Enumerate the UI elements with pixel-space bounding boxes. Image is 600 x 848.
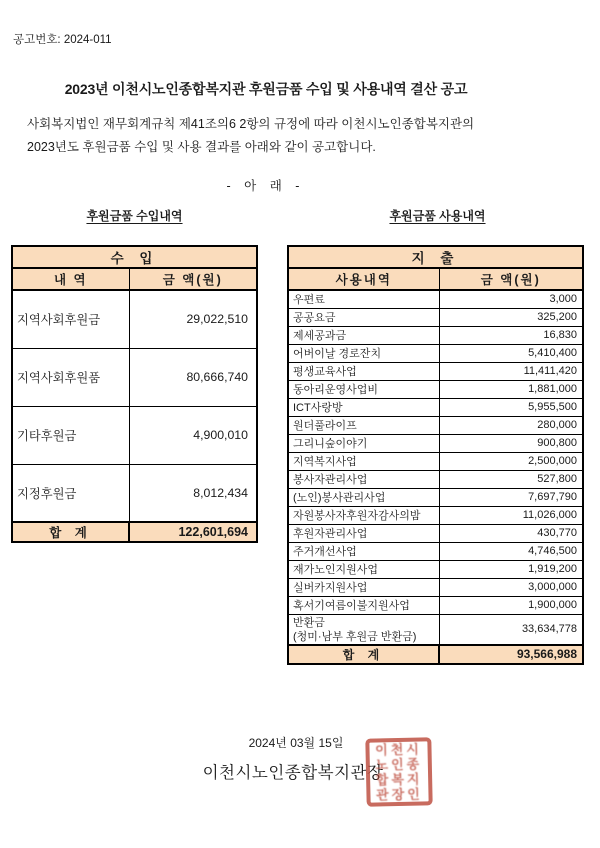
amount-cell: 2,500,000: [439, 452, 583, 470]
amount-cell: 5,410,400: [439, 344, 583, 362]
amount-cell: 29,022,510: [129, 290, 257, 348]
item-cell: 동아리운영사업비: [288, 380, 439, 398]
doc-number: 공고번호: 2024-011: [13, 34, 112, 46]
income-column-header-row: [12, 268, 257, 290]
item-cell: 그리니숲이야기: [288, 434, 439, 452]
item-cell: 지역복지사업: [288, 452, 439, 470]
table-row: [288, 524, 583, 542]
item-cell: 원더풀라이프: [288, 416, 439, 434]
item-cell: 혹서기여름이불지원사업: [288, 596, 439, 614]
official-seal-stamp: [365, 737, 432, 806]
table-row: [288, 560, 583, 578]
item-cell: 평생교육사업: [288, 362, 439, 380]
expense-total-row: [288, 645, 583, 664]
item-cell: (노인)봉사관리사업: [288, 488, 439, 506]
signature-title: 이천시노인종합복지관장: [202, 764, 384, 782]
income-total-row: [12, 522, 257, 542]
item-cell: 지정후원금: [12, 464, 129, 522]
income-section-title: 후원금품 수입내역: [86, 209, 183, 223]
table-row: [12, 290, 257, 348]
amount-cell: 11,411,420: [439, 362, 583, 380]
table-row: [288, 488, 583, 506]
total-amount-cell: 93,566,988: [439, 645, 583, 664]
amount-cell: 8,012,434: [129, 464, 257, 522]
amount-cell: 3,000,000: [439, 578, 583, 596]
total-amount-cell: 122,601,694: [129, 522, 257, 542]
table-row: [288, 470, 583, 488]
table-row: [12, 348, 257, 406]
body-text-line-1: 사회복지법인 재무회계규칙 제41조의6 2항의 규정에 따라 이천시노인종합복지관의: [27, 117, 475, 131]
item-cell: ICT사랑방: [288, 398, 439, 416]
table-row: [12, 406, 257, 464]
total-label-cell: 합 계: [12, 522, 129, 542]
table-row: [288, 452, 583, 470]
income-group-header: 수 입: [12, 246, 257, 268]
item-cell: 자원봉사자후원자감사의밤: [288, 506, 439, 524]
item-cell: 기타후원금: [12, 406, 129, 464]
table-row: [288, 596, 583, 614]
expense-group-header: 지 출: [288, 246, 583, 268]
item-cell: 재가노인지원사업: [288, 560, 439, 578]
expense-col-item-header: 사용내역: [288, 268, 439, 290]
amount-cell: 16,830: [439, 326, 583, 344]
item-cell: 지역사회후원금: [12, 290, 129, 348]
seal-text: 이천시노인종합복지관장인: [375, 741, 423, 803]
table-row: [288, 326, 583, 344]
item-cell: 공공요금: [288, 308, 439, 326]
item-cell: 어버이날 경로잔치: [288, 344, 439, 362]
item-cell: 지역사회후원품: [12, 348, 129, 406]
page-title: 2023년 이천시노인종합복지관 후원금품 수입 및 사용내역 결산 공고: [64, 81, 468, 97]
amount-cell: 1,881,000: [439, 380, 583, 398]
amount-cell: 280,000: [439, 416, 583, 434]
item-cell: 우편료: [288, 290, 439, 308]
income-table: [11, 245, 258, 543]
total-label-cell: 합 계: [288, 645, 439, 664]
table-row: [288, 614, 583, 645]
table-row: [288, 578, 583, 596]
item-cell: 제세공과금: [288, 326, 439, 344]
amount-cell: 33,634,778: [439, 614, 583, 645]
table-row: [288, 434, 583, 452]
table-row: [288, 542, 583, 560]
item-label-sub: (청미·남부 후원금 반환금): [293, 630, 417, 643]
amount-cell: 11,026,000: [439, 506, 583, 524]
item-cell: 실버카지원사업: [288, 578, 439, 596]
amount-cell: 430,770: [439, 524, 583, 542]
amount-cell: 325,200: [439, 308, 583, 326]
table-row: [288, 380, 583, 398]
expense-table: [287, 245, 584, 665]
amount-cell: 3,000: [439, 290, 583, 308]
table-row: [288, 416, 583, 434]
expense-column-header-row: [288, 268, 583, 290]
amount-cell: 4,900,010: [129, 406, 257, 464]
amount-cell: 7,697,790: [439, 488, 583, 506]
item-cell: 후원자관리사업: [288, 524, 439, 542]
announcement-date: 2024년 03월 15일: [248, 736, 344, 750]
item-cell: 주거개선사업: [288, 542, 439, 560]
amount-cell: 80,666,740: [129, 348, 257, 406]
table-row: [12, 464, 257, 522]
expense-section-title: 후원금품 사용내역: [389, 209, 486, 223]
item-cell: 봉사자관리사업: [288, 470, 439, 488]
item-label-main: 반환금: [293, 616, 325, 629]
amount-cell: 1,919,200: [439, 560, 583, 578]
amount-cell: 4,746,500: [439, 542, 583, 560]
amount-cell: 900,800: [439, 434, 583, 452]
amount-cell: 5,955,500: [439, 398, 583, 416]
expense-group-header-row: [288, 246, 583, 268]
table-row: [288, 506, 583, 524]
table-row: [288, 344, 583, 362]
income-col-amount-header: 금 액(원): [129, 268, 257, 290]
table-row: [288, 398, 583, 416]
income-col-item-header: 내 역: [12, 268, 129, 290]
income-group-header-row: [12, 246, 257, 268]
below-divider-label: - 아 래 -: [226, 179, 305, 193]
table-row: [288, 290, 583, 308]
body-text-line-2: 2023년도 후원금품 수입 및 사용 결과를 아래와 같이 공고합니다.: [27, 140, 376, 154]
table-row: [288, 308, 583, 326]
item-cell: [288, 614, 439, 645]
amount-cell: 527,800: [439, 470, 583, 488]
expense-col-amount-header: 금 액(원): [439, 268, 583, 290]
table-row: [288, 362, 583, 380]
amount-cell: 1,900,000: [439, 596, 583, 614]
